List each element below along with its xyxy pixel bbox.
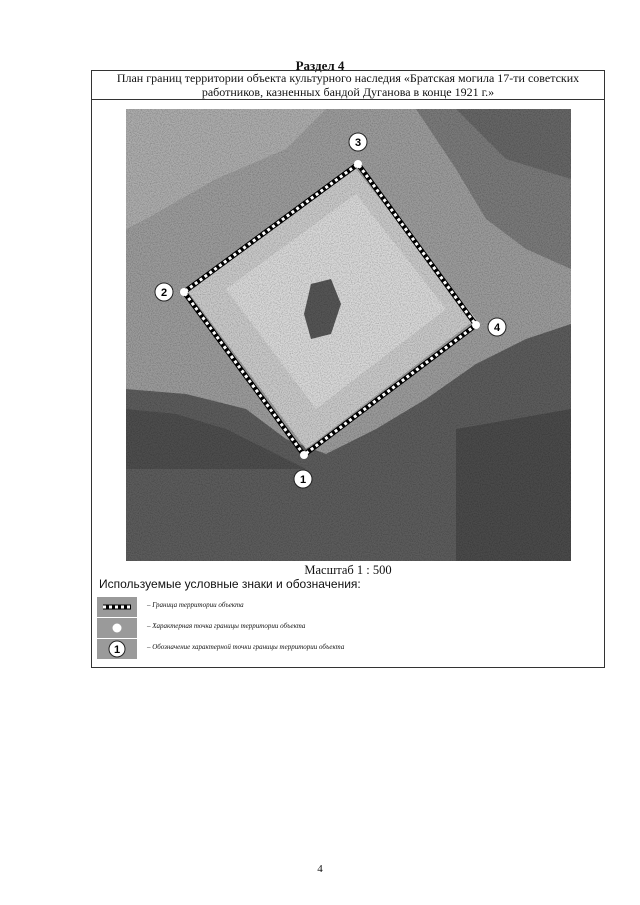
- boundary-point: [472, 321, 480, 329]
- boundary-point: [354, 160, 362, 168]
- svg-text:2: 2: [160, 287, 168, 299]
- svg-text:1: 1: [299, 474, 307, 486]
- plan-title-line1: План границ территории объекта культурного наследия «Братская могила 17-ти советских: [116, 71, 580, 85]
- plan-frame: [91, 70, 605, 668]
- boundary-point: [300, 451, 308, 459]
- point-label-1: [294, 470, 312, 488]
- point-label-2: [155, 283, 173, 301]
- legend-symbol-white-point: [97, 618, 137, 638]
- legend-title: Используемые условные знаки и обозначения:: [99, 577, 361, 591]
- aerial-map: [126, 109, 571, 561]
- section-title: Раздел 4: [295, 58, 345, 73]
- legend-item-numbered-point: [97, 639, 397, 659]
- page-number: 4: [317, 863, 323, 875]
- svg-text:1: 1: [113, 644, 121, 656]
- legend-item-boundary: [97, 597, 397, 617]
- legend-item-point: [97, 618, 397, 638]
- legend-text: – Обозначение характерной точки границы территории объекта: [147, 643, 345, 651]
- svg-text:3: 3: [354, 137, 362, 149]
- legend-text: – Граница территории объекта: [147, 601, 244, 609]
- plan-title-line2: работников, казненных бандой Дуганова в конце 1921 г.»: [201, 85, 495, 99]
- aerial-map-svg: [126, 109, 571, 561]
- legend-symbol-numbered-circle: [97, 639, 137, 659]
- svg-text:4: 4: [493, 322, 501, 334]
- map-scale: Масштаб 1 : 500: [304, 563, 392, 577]
- map-texture: [126, 109, 571, 561]
- plan-title: [92, 71, 604, 100]
- point-label-4: [488, 318, 506, 336]
- point-label-3: [349, 133, 367, 151]
- boundary-point: [180, 288, 188, 296]
- legend-text: – Характерная точка границы территории объекта: [147, 622, 306, 630]
- legend-symbol-dotted-line: [97, 597, 137, 617]
